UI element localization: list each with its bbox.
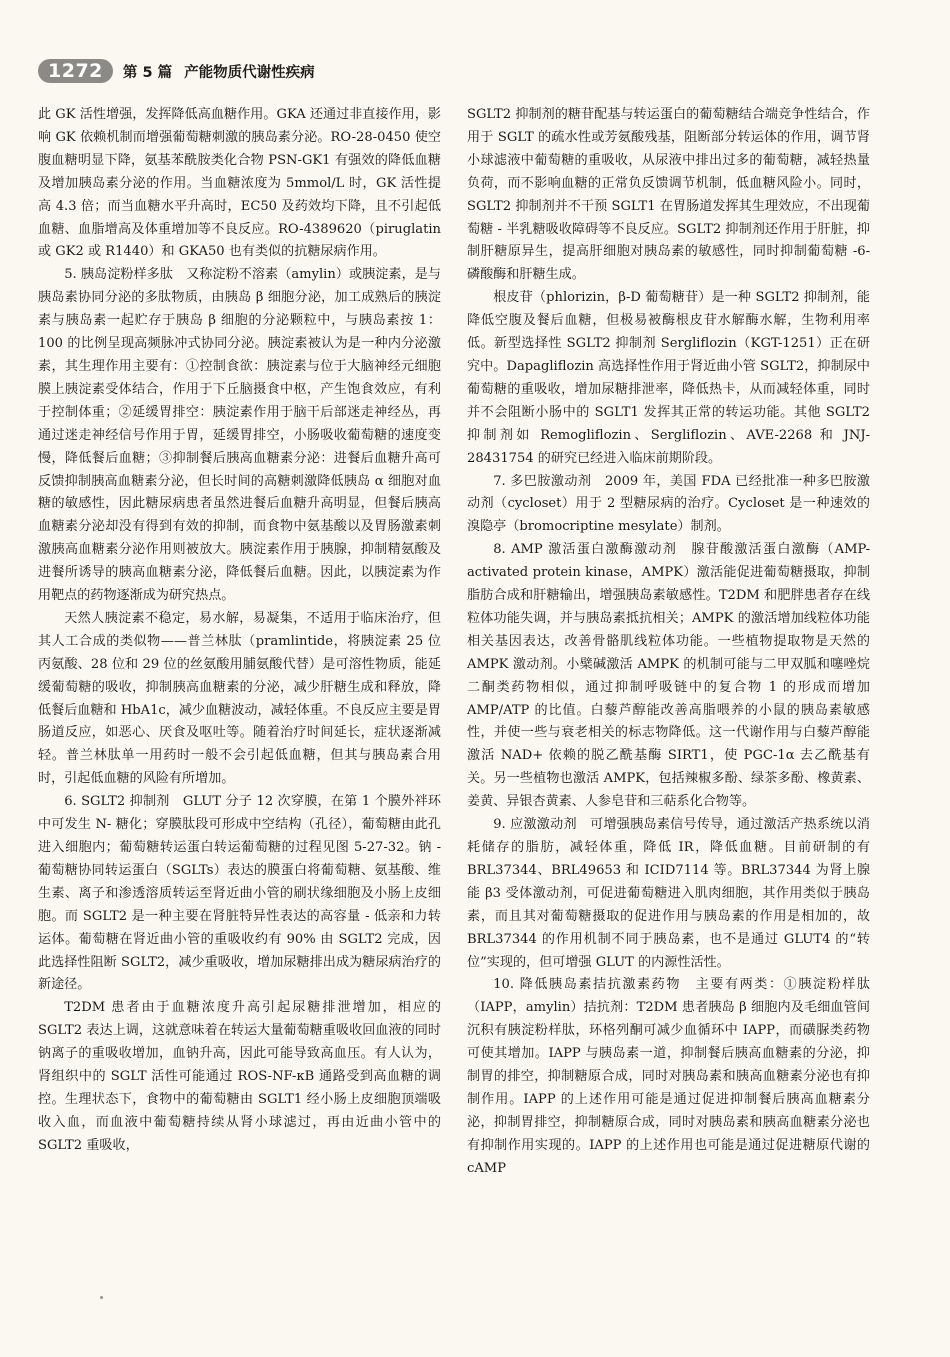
paragraph: 此 GK 活性增强，发挥降低高血糖作用。GKA 还通过非直接作用，影响 GK 依赖机制而增强葡萄糖刺激的胰岛素分泌。RO-28-0450 使空腹血糖明显下降，氨基苯酰胺类化合物 PSN-GK1 有强效的降低血糖及增加胰岛素分泌的作用。当血糖浓度为 5mmol/L 时，GK 活性提高 4.3 倍；而当血糖水平升高时，EC50 及药效均下降，且不引起低血糖、血脂增高及体重增加等不良反应。RO-4389620（piruglatin 或 GK2 或 R1440）和 GKA50 也有类似的抗糖尿病作用。 xyxy=(38,107,441,260)
paragraph: T2DM 患者由于血糖浓度升高引起尿糖排泄增加，相应的 SGLT2 表达上调，这就意味着在转运大量葡萄糖重吸收回血液的同时钠离子的重吸收增加，血钠升高，因此可能导致高血压。有人认为，肾组织中的 SGLT 活性可能通过 ROS-NF-κB 通路受到高血糖的调控。生理状态下，食物中的葡萄糖由 SGLT1 经小肠上皮细胞顶端吸收入血，而血液中葡萄糖持续从肾小球滤过，再由近曲小管中的 SGLT2 重吸收， xyxy=(38,1000,441,1153)
left-column xyxy=(38,104,441,1158)
page-number: 1272 xyxy=(38,59,113,83)
right-column xyxy=(467,104,870,1181)
paragraph: 天然人胰淀素不稳定，易水解，易凝集，不适用于临床治疗，但其人工合成的类似物——普兰林肽（pramlintide，将胰淀素 25 位丙氨酸、28 位和 29 位的丝氨酸用脯氨酸代替）是可溶性物质，能延缓葡萄糖的吸收，抑制胰高血糖素的分泌，减少肝糖生成和释放，降低餐后血糖和 HbA1c，减少血糖波动，减轻体重。不良反应主要是胃肠道反应，如恶心、厌食及呕吐等。随着治疗时间延长，症状逐渐减轻。普兰林肽单一用药时一般不会引起低血糖，但其与胰岛素合用时，引起低血糖的风险有所增加。 xyxy=(38,610,441,787)
paragraph: 9. 应激激动剂 可增强胰岛素信号传导，通过激活产热系统以消耗储存的脂肪，减轻体重，降低 IR，降低血糖。目前研制的有 BRL37344、BRL49653 和 ICID7114 等。BRL37344 为肾上腺能 β3 受体激动剂，可促进葡萄糖进入肌肉细胞，其作用类似于胰岛素，而且其对葡萄糖摄取的促进作用与胰岛素的作用是相加的，故 BRL37344 的作用机制不同于胰岛素，也不是通过 GLUT4 的“转位”实现的，但可增强 GLUT 的内源性活性。 xyxy=(467,817,870,970)
paragraph: 6. SGLT2 抑制剂 GLUT 分子 12 次穿膜，在第 1 个膜外袢环中可发生 N- 糖化；穿膜肽段可形成中空结构（孔径），葡萄糖由此孔进入细胞内；葡萄糖转运蛋白转运葡萄糖的过程见图 5-27-32。钠 - 葡萄糖协同转运蛋白（SGLTs）表达的膜蛋白将葡萄糖、氨基酸、维生素、离子和渗透溶质转运至肾近曲小管的刷状缘细胞及小肠上皮细胞。而 SGLT2 是一种主要在肾脏特异性表达的高容量 - 低亲和力转运体。葡萄糖在肾近曲小管的重吸收约有 90% 由 SGLT2 完成，因此选择性阻断 SGLT2，减少重吸收，增加尿糖排出成为糖尿病治疗的新途径。 xyxy=(38,794,441,993)
paragraph: 5. 胰岛淀粉样多肽 又称淀粉不溶素（amylin）或胰淀素，是与胰岛素协同分泌的多肽物质，由胰岛 β 细胞分泌，加工成熟后的胰淀素与胰岛素一起贮存于胰岛 β 细胞的分泌颗粒中，与胰岛素按 1：100 的比例呈现高频脉冲式协同分泌。胰淀素被认为是一种内分泌激素，其生理作用主要有：①控制食欲：胰淀素与位于大脑神经元细胞膜上胰淀素受体结合，作用于下丘脑摄食中枢，产生饱食效应，有利于控制体重；②延缓胃排空：胰淀素作用于脑干后部迷走神经丛，再通过迷走神经信号作用于胃，延缓胃排空，小肠吸收葡萄糖的速度变慢，降低餐后血糖；③抑制餐后胰高血糖素分泌：进餐后血糖升高可反馈抑制胰高血糖素分泌，但长时间的高糖刺激降低胰岛 α 细胞对血糖的敏感性，因此糖尿病患者虽然进餐后血糖升高明显，但餐后胰高血糖素分泌却没有得到有效的抑制，而食物中氨基酸以及胃肠激素刺激胰高血糖素分泌作用则被放大。胰淀素作用于胰腺，抑制精氨酸及进餐所诱导的胰高血糖素分泌，降低餐后血糖。因此，以胰淀素为作用靶点的药物逐渐成为研究热点。 xyxy=(38,267,441,604)
stray-mark xyxy=(100,1296,103,1299)
part-title: 产能物质代谢性疾病 xyxy=(184,64,315,81)
paragraph: 8. AMP 激活蛋白激酶激动剂 腺苷酸激活蛋白激酶（AMP-activated protein kinase，AMPK）激活能促进葡萄糖摄取，抑制脂肪合成和肝糖输出，增强胰岛素敏感性。T2DM 和肥胖患者存在线粒体功能失调，并与胰岛素抵抗相关；AMPK 的激活增加线粒体功能相关基因表达，改善骨骼肌线粒体功能。一些植物提取物是天然的 AMPK 激动剂。小檗碱激活 AMPK 的机制可能与二甲双胍和噻唑烷二酮类药物相似，通过抑制呼吸链中的复合物 1 的形成而增加 AMP/ATP 的比值。白藜芦醇能改善高脂喂养的小鼠的胰岛素敏感性，并使一些与衰老相关的标志物降低。这一代谢作用与白藜芦醇能激活 NAD+ 依赖的脱乙酰基酶 SIRT1，使 PGC-1α 去乙酰基有关。另一些植物也激活 AMPK，包括辣椒多酚、绿茶多酚、橡黄素、姜黄、异银杏黄素、人参皂苷和三萜系化合物等。 xyxy=(467,542,870,810)
paragraph: 7. 多巴胺激动剂 2009 年，美国 FDA 已经批准一种多巴胺激动剂（cycloset）用于 2 型糖尿病的治疗。Cycloset 是一种速效的溴隐亭（bromocriptine mesylate）制剂。 xyxy=(467,473,870,535)
paragraph: 10. 降低胰岛素拮抗激素药物 主要有两类：①胰淀粉样肽（IAPP，amylin）拮抗剂：T2DM 患者胰岛 β 细胞内及毛细血管间沉积有胰淀粉样肽，环格列酮可减少血循环中 IAPP，而磺脲类药物可使其增加。IAPP 与胰岛素一道，抑制餐后胰高血糖素的分泌，抑制胃的排空，抑制糖原合成，同时对胰岛素和胰高血糖素分泌也有抑制作用。IAPP 的上述作用可能是通过促进抑制餐后胰高血糖素分泌，抑制胃排空，抑制糖原合成，同时对胰岛素和胰高血糖素分泌也有抑制作用实现的。IAPP 的上述作用也可能是通过促进糖原代谢的 cAMP xyxy=(467,977,870,1176)
paragraph: 根皮苷（phlorizin，β-D 葡萄糖苷）是一种 SGLT2 抑制剂，能降低空腹及餐后血糖，但极易被酶根皮苷水解酶水解，生物利用率低。新型选择性 SGLT2 抑制剂 Sergliflozin（KGT-1251）正在研究中。Dapagliflozin 高选择性作用于肾近曲小管 SGLT2，抑制尿中葡萄糖的重吸收，增加尿糖排泄率，降低热卡，从而减轻体重，同时并不会阻断小肠中的 SGLT1 发挥其正常的转运功能。其他 SGLT2 抑制剂如 Remogliflozin、Sergliflozin、AVE-2268 和 JNJ-28431754 的研究已经进入临床前期阶段。 xyxy=(467,290,870,466)
paragraph: SGLT2 抑制剂的糖苷配基与转运蛋白的葡萄糖结合端竞争性结合，作用于 SGLT 的疏水性或芳氨酸残基，阻断部分转运体的作用，调节肾小球滤液中葡萄糖的重吸收，从尿液中排出过多的葡萄糖，减轻热量负荷，而不影响血糖的正常负反馈调节机制，低血糖风险小。同时，SGLT2 抑制剂并不干预 SGLT1 在胃肠道发挥其生理效应，不出现葡萄糖 - 半乳糖吸收障碍等不良反应。SGLT2 抑制剂还作用于肝脏，抑制肝糖原异生，提高肝细胞对胰岛素的敏感性，同时抑制葡萄糖 -6- 磷酸酶和肝糖生成。 xyxy=(467,107,870,283)
part-label: 第 5 篇 xyxy=(122,64,173,81)
page-header xyxy=(38,56,910,86)
